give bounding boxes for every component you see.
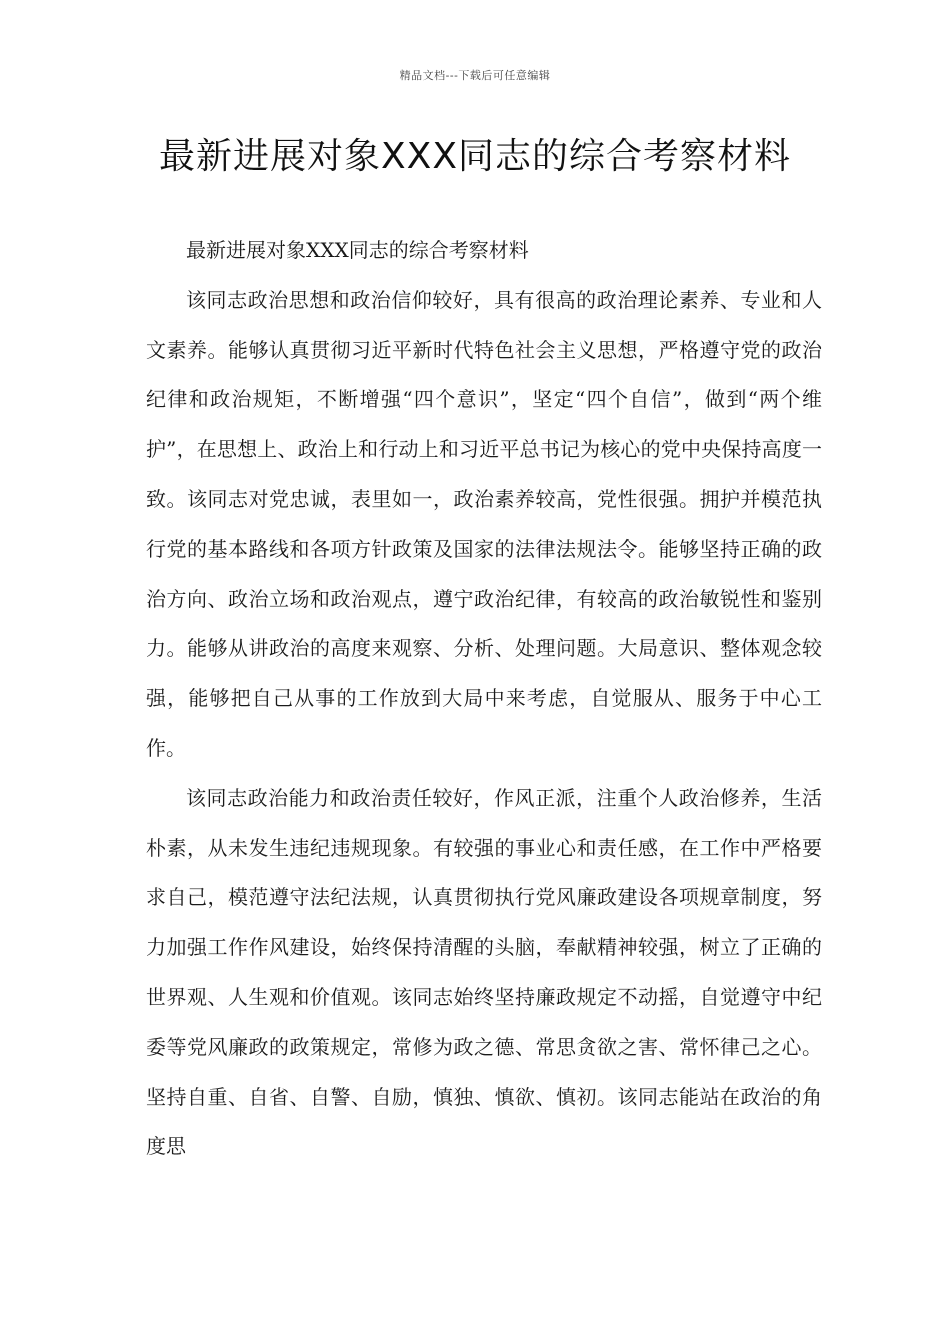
document-title: 最新进展对象XXX同志的综合考察材料	[159, 136, 791, 177]
body-paragraph-2: 该同志政治能力和政治责任较好，作风正派，注重个人政治修养，生活朴素，从未发生违纪违规现象。有较强的事业心和责任感，在工作中严格要求自己，模范遵守法纪法规，认真贯彻执行党风廉政建设各项规章制度，努力加强工作作风建设，始终保持清醒的头脑，奉献精神较强，树立了正确的世界观、人生观和价值观。该同志始终坚持廉政规定不动摇，自觉遵守中纪委等党风廉政的政策规定，常修为政之德、常思贪欲之害、常怀律己之心。坚持自重、自省、自警、自励，慎独、慎欲、慎初。该同志能站在政治的角度思	[146, 785, 822, 1159]
body-paragraph-1: 该同志政治思想和政治信仰较好，具有很高的政治理论素养、专业和人文素养。能够认真贯彻习近平新时代特色社会主义思想，严格遵守党的政治纪律和政治规矩，不断增强“四个意识”，坚定“四个自信”，做到“两个维护”，在思想上、政治上和行动上和习近平总书记为核心的党中央保持高度一致。该同志对党忠诚，表里如一，政治素养较高，党性很强。拥护并模范执行党的基本路线和各项方针政策及国家的法律法规法令。能够坚持正确的政治方向、政治立场和政治观点，遵宁政治纪律，有较高的政治敏锐性和鉴别力。能够从讲政治的高度来观察、分析、处理问题。大局意识、整体观念较强，能够把自己从事的工作放到大局中来考虑，自觉服从、服务于中心工作。	[146, 287, 822, 760]
header-note: 精品文档---下载后可任意编辑	[399, 69, 551, 82]
document-body	[146, 226, 822, 1172]
subtitle-paragraph: 最新进展对象XXX同志的综合考察材料	[186, 238, 529, 262]
